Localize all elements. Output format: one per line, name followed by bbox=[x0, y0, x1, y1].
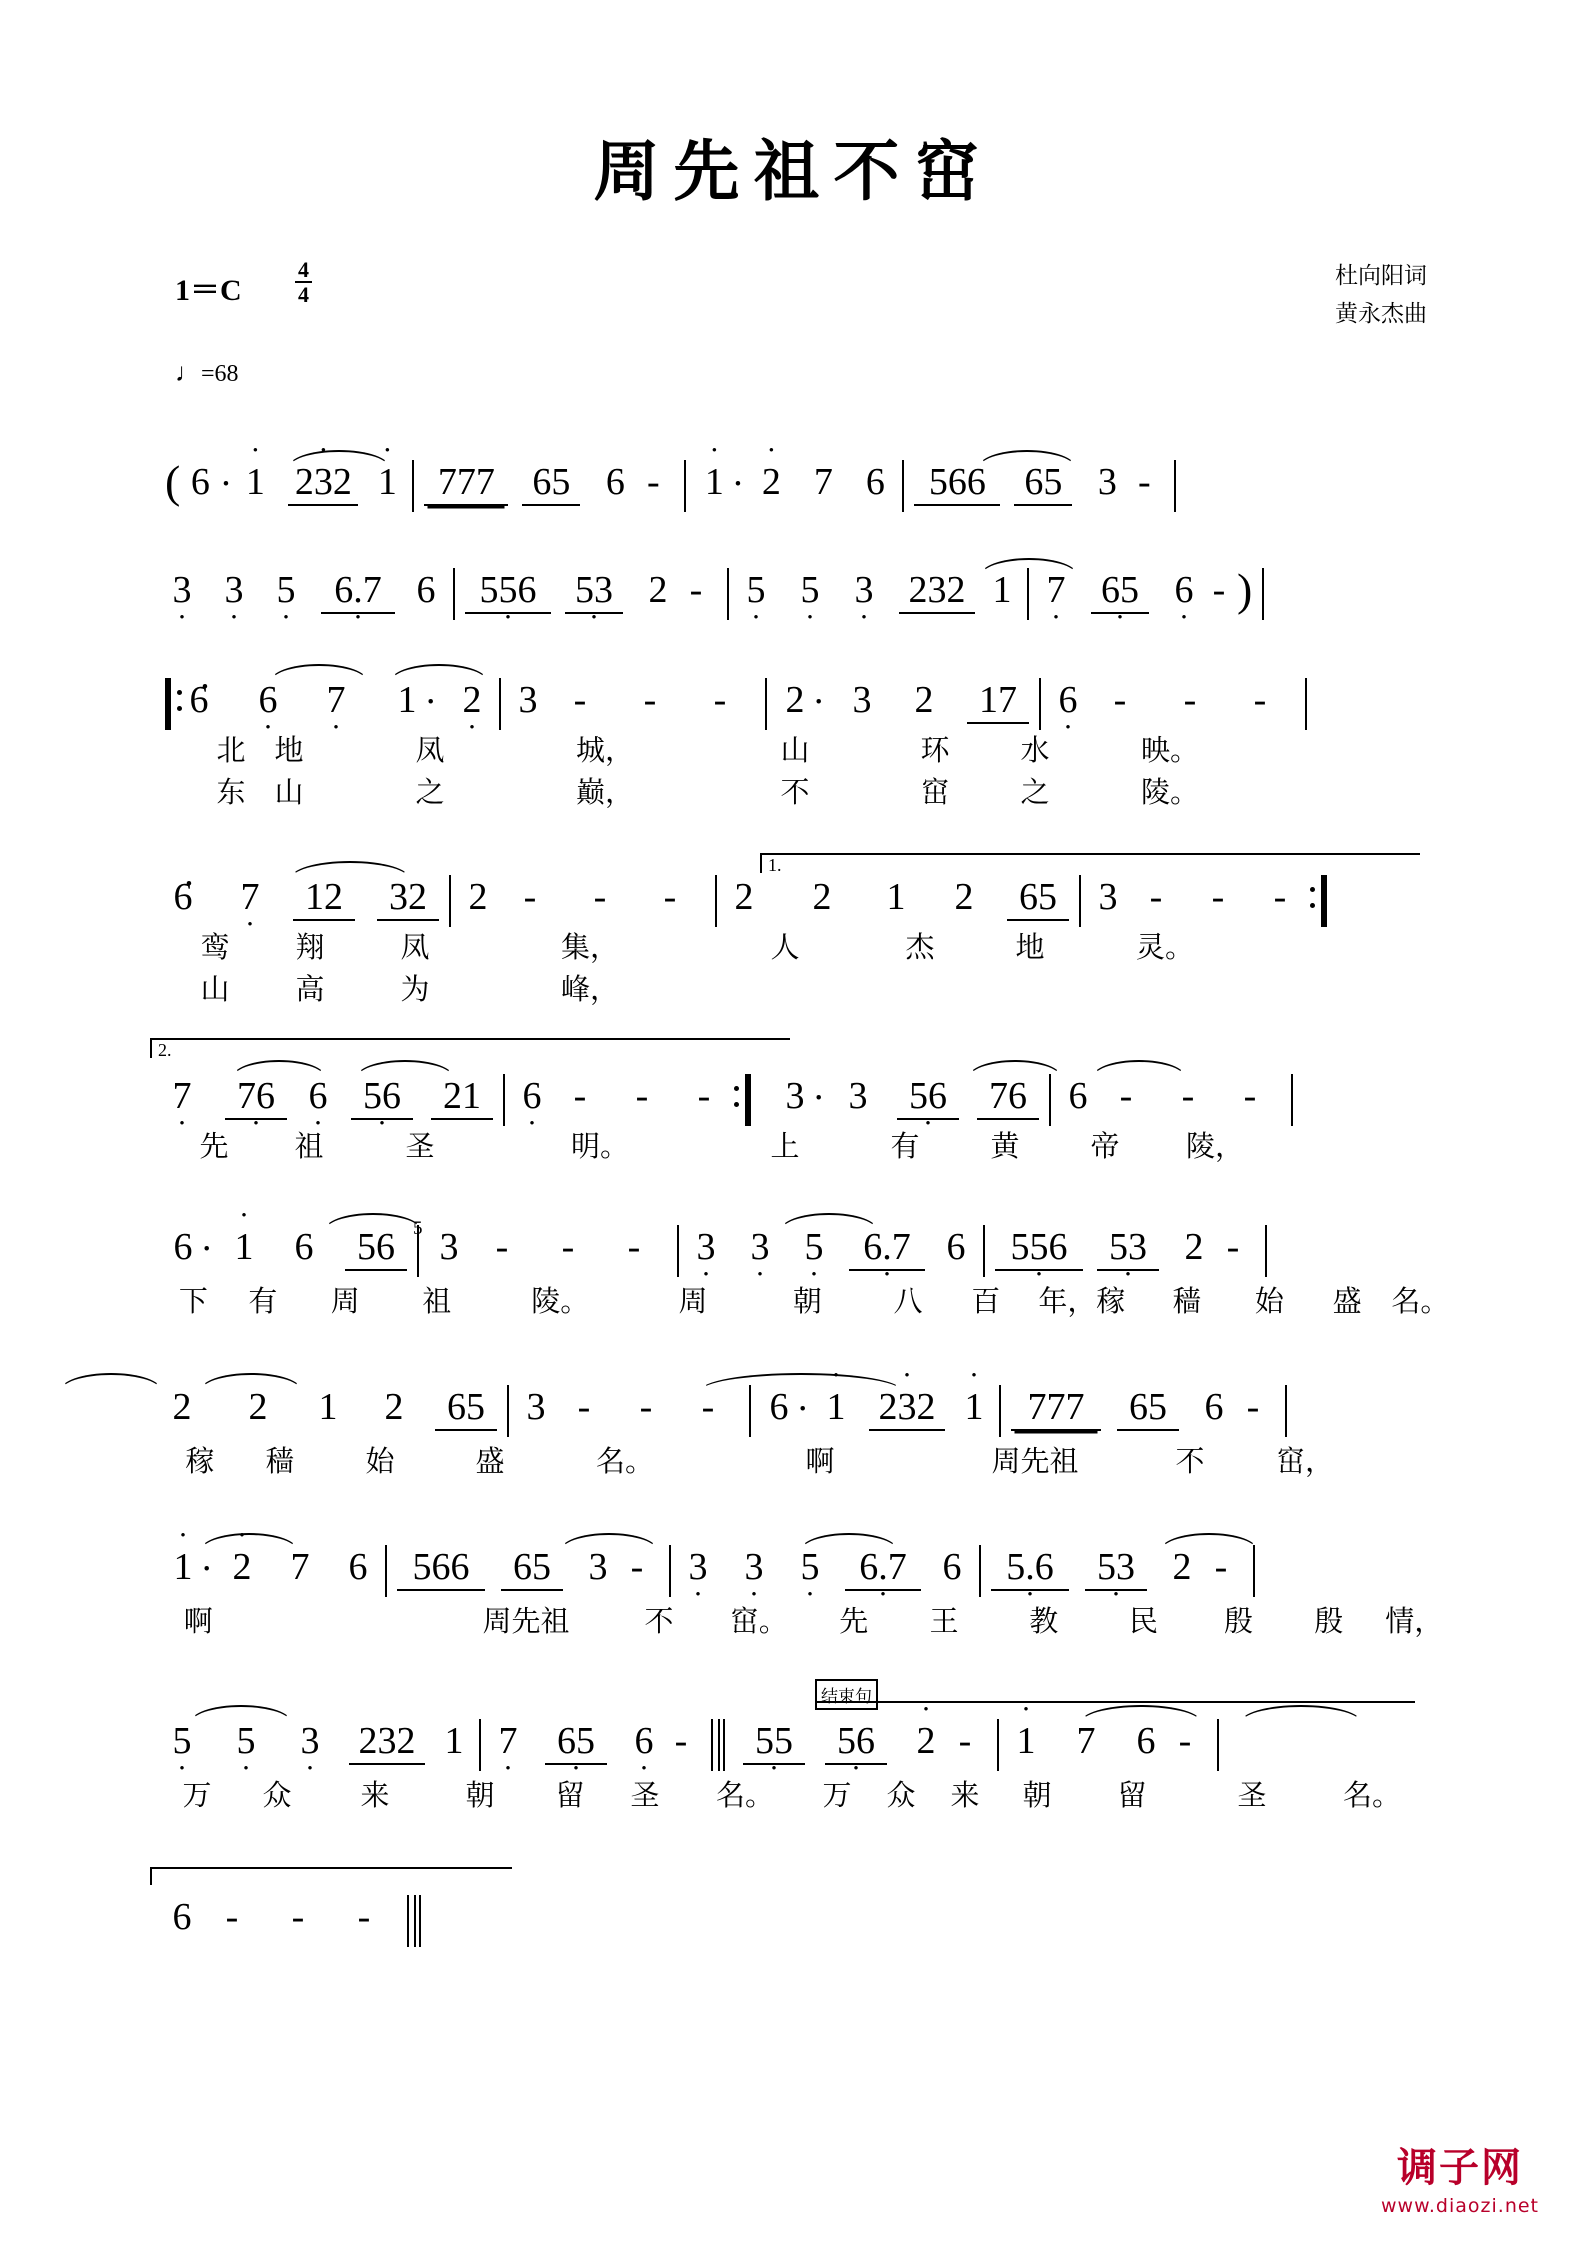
barline bbox=[1253, 1545, 1255, 1597]
hold-dash: - bbox=[1273, 876, 1287, 918]
watermark-url: www.diaozi.net bbox=[1381, 2195, 1539, 2217]
note: 6 • bbox=[627, 1719, 661, 1763]
hold-dash: - bbox=[697, 1075, 711, 1117]
key-signature: 1＝C bbox=[175, 274, 242, 307]
watermark-site-name: 调子网 bbox=[1397, 2145, 1523, 2191]
note: 2 bbox=[812, 876, 832, 918]
note: 6 · bbox=[165, 875, 201, 919]
note: • 1 bbox=[1009, 1719, 1043, 1763]
note: 2 bbox=[468, 876, 488, 918]
barline bbox=[1285, 1385, 1287, 1437]
note: • 1 bbox=[238, 460, 272, 504]
lyrics-row: 先 祖 圣 明。 上 有 黄 帝 陵， bbox=[199, 1128, 1244, 1163]
intro-close-paren: ) bbox=[1237, 564, 1253, 615]
slur bbox=[356, 1060, 454, 1078]
slur bbox=[978, 450, 1076, 468]
note: 5 • bbox=[793, 568, 827, 612]
note: 2 bbox=[734, 876, 754, 918]
time-signature-denominator: 4 bbox=[298, 282, 309, 308]
note-group: • 232 bbox=[288, 460, 358, 506]
note: 7 • bbox=[491, 1719, 525, 1763]
credits bbox=[1335, 258, 1427, 334]
lyrics-row: 万 众 来 朝 留 圣 名。 万 众 来 朝 留 圣 名。 bbox=[182, 1777, 1401, 1812]
note: 3 • bbox=[165, 568, 199, 612]
barline bbox=[999, 1385, 1001, 1437]
note: 6 • bbox=[1167, 568, 1201, 612]
grace-note: 5 bbox=[413, 1218, 423, 1239]
hold-dash: - bbox=[635, 1075, 649, 1117]
note: 3 bbox=[848, 1075, 868, 1117]
hold-dash: - bbox=[647, 461, 660, 503]
note: • 1 · bbox=[696, 460, 732, 504]
note-group: 21 bbox=[431, 1074, 493, 1120]
note-group: 55 • bbox=[743, 1719, 805, 1765]
slur bbox=[1160, 1533, 1258, 1551]
barline bbox=[1049, 1074, 1051, 1126]
tempo-value: =68 bbox=[201, 361, 239, 387]
barline bbox=[684, 460, 686, 512]
barline bbox=[1079, 875, 1081, 927]
hold-dash: - bbox=[523, 876, 537, 918]
note: 1 bbox=[992, 569, 1012, 611]
hold-dash: - bbox=[593, 876, 607, 918]
page-title: 周先祖不窋 bbox=[593, 133, 994, 210]
lyrics-row-verse-1: 北 地 凤 城， 山 环 水 映。 bbox=[216, 732, 1199, 767]
barline bbox=[765, 678, 767, 730]
slur bbox=[1080, 1705, 1202, 1723]
slur bbox=[232, 1060, 326, 1078]
hold-dash: - bbox=[1178, 1720, 1192, 1762]
note: • 1 bbox=[227, 1225, 261, 1269]
note: 2 bbox=[172, 1386, 192, 1428]
note-group: 5.6 • bbox=[991, 1545, 1069, 1591]
note: 3 bbox=[526, 1386, 546, 1428]
note: 6 bbox=[1136, 1720, 1156, 1762]
lyrics-row-verse-2: 山 高 为 峰， bbox=[200, 971, 619, 1006]
hold-dash: - bbox=[1149, 876, 1163, 918]
slur bbox=[560, 1533, 658, 1551]
lyrics-row-verse-2: 东 山 之 巅， 不 窋 之 陵。 bbox=[216, 774, 1199, 809]
note: 2 bbox=[954, 876, 974, 918]
hold-dash: - bbox=[701, 1386, 715, 1428]
note-group: 17 bbox=[967, 678, 1029, 724]
note: 7 bbox=[290, 1546, 310, 1588]
hold-dash: - bbox=[1181, 1075, 1195, 1117]
score-line-1 bbox=[0, 456, 1587, 522]
note: 5 • bbox=[269, 568, 303, 612]
note: • 2 bbox=[909, 1719, 943, 1763]
note-group: 566 bbox=[914, 460, 1000, 506]
note-group: 65 • bbox=[545, 1719, 607, 1765]
hold-dash: - bbox=[291, 1896, 305, 1938]
notes-row bbox=[165, 1074, 1457, 1130]
note-group: 76 bbox=[977, 1074, 1039, 1120]
note: 6 bbox=[294, 1226, 314, 1268]
note-group: 6.7 • bbox=[321, 568, 395, 614]
quarter-note-icon: ♩ bbox=[175, 358, 201, 387]
note: 3 bbox=[518, 679, 538, 721]
note: 1 bbox=[318, 1386, 338, 1428]
note-group: 76 • bbox=[225, 1074, 287, 1120]
note: • 2 bbox=[754, 460, 788, 504]
notes-row bbox=[165, 875, 1457, 931]
note: 1 bbox=[886, 876, 906, 918]
note: 6 bbox=[946, 1226, 966, 1268]
barline bbox=[507, 1385, 509, 1437]
note: 3 • bbox=[681, 1545, 715, 1589]
note: 3 • bbox=[743, 1225, 777, 1269]
note: 7 bbox=[1076, 1720, 1096, 1762]
note-group: 566 bbox=[397, 1545, 485, 1591]
note-group: 777 bbox=[1011, 1385, 1101, 1431]
hold-dash: - bbox=[1138, 461, 1151, 503]
notes-row bbox=[165, 678, 1457, 734]
note-group: 65 bbox=[1007, 875, 1069, 921]
note: 6 · bbox=[181, 678, 217, 722]
note: 2 • bbox=[455, 678, 489, 722]
slur bbox=[200, 1373, 302, 1391]
hold-dash: - bbox=[573, 679, 587, 721]
slur bbox=[324, 1213, 422, 1231]
barline bbox=[669, 1545, 671, 1597]
barline bbox=[412, 460, 414, 512]
barline bbox=[1174, 460, 1176, 512]
watermark bbox=[1381, 2136, 1539, 2217]
hold-dash: - bbox=[663, 876, 677, 918]
note: 2 bbox=[248, 1386, 268, 1428]
barline bbox=[997, 1719, 999, 1771]
note: 3 • bbox=[293, 1719, 327, 1763]
slur bbox=[780, 1213, 878, 1231]
note-group: 12 bbox=[293, 875, 355, 921]
note-group: • 232 bbox=[869, 1385, 945, 1431]
lyricist: 杜向阳词 bbox=[1335, 263, 1427, 289]
slur bbox=[800, 1533, 898, 1551]
note: 2 bbox=[1184, 1226, 1204, 1268]
notes-row bbox=[165, 1719, 1457, 1775]
time-signature-numerator: 4 bbox=[295, 258, 312, 283]
volta-bracket-2: 2. bbox=[150, 1038, 790, 1058]
hold-dash: - bbox=[630, 1546, 644, 1588]
note: 3 bbox=[1098, 876, 1118, 918]
note: • 1 bbox=[819, 1385, 853, 1429]
slur bbox=[270, 664, 368, 682]
hold-dash: - bbox=[1113, 679, 1127, 721]
note: 1 bbox=[444, 1720, 464, 1762]
note: • 1 bbox=[372, 460, 402, 504]
score-line-7 bbox=[0, 1385, 1587, 1505]
note: 6 • bbox=[1051, 678, 1085, 722]
hold-dash: - bbox=[689, 569, 703, 611]
score-line-6 bbox=[0, 1218, 1587, 1345]
hold-dash: - bbox=[561, 1226, 575, 1268]
slur bbox=[200, 1533, 298, 1551]
note: 3 5 bbox=[413, 1218, 459, 1268]
note: 7 • bbox=[1039, 568, 1073, 612]
note-group: 556 • bbox=[465, 568, 551, 614]
note: 6 • bbox=[301, 1074, 335, 1118]
note: • 1 bbox=[959, 1385, 989, 1429]
hold-dash: - bbox=[1246, 1386, 1260, 1428]
note: 3 • bbox=[217, 568, 251, 612]
barline bbox=[715, 875, 717, 927]
slur bbox=[1092, 1060, 1186, 1078]
score-line-2 bbox=[0, 564, 1587, 630]
score-line-4 bbox=[0, 855, 1587, 1025]
note: 5 • bbox=[797, 1225, 831, 1269]
hold-dash: - bbox=[627, 1226, 641, 1268]
note: 2 · bbox=[777, 678, 813, 722]
time-signature bbox=[295, 258, 312, 306]
note-group: 56 • bbox=[351, 1074, 413, 1120]
note: • 2 bbox=[225, 1545, 259, 1589]
note: 7 • bbox=[319, 678, 353, 722]
hold-dash: - bbox=[577, 1386, 591, 1428]
slur bbox=[980, 558, 1078, 576]
barline bbox=[499, 678, 501, 730]
note-group: 232 bbox=[349, 1719, 425, 1765]
slur bbox=[1240, 1705, 1362, 1723]
note: 6 bbox=[942, 1546, 962, 1588]
hold-dash: - bbox=[1119, 1075, 1133, 1117]
note: 5 • bbox=[793, 1545, 827, 1589]
note: 7 bbox=[813, 461, 833, 503]
final-barline bbox=[407, 1895, 409, 1947]
note: 3 bbox=[588, 1546, 608, 1588]
note: 6 bbox=[605, 461, 625, 503]
note: 6 bbox=[172, 1896, 192, 1938]
note: 2 bbox=[648, 569, 668, 611]
note-group: 32 bbox=[377, 875, 439, 921]
note-group: 56 • bbox=[825, 1719, 887, 1765]
note-group: 65 bbox=[522, 460, 580, 506]
tempo-marking bbox=[175, 358, 239, 388]
lyrics-row: 下 有 周 祖 陵。 周 朝 八 百 年，稼 穑 始 盛 名。 bbox=[178, 1283, 1450, 1318]
note: 6 bbox=[416, 569, 436, 611]
score-line-3 bbox=[0, 678, 1587, 828]
note-group: 6.7 • bbox=[849, 1225, 925, 1271]
score-line-8 bbox=[0, 1545, 1587, 1665]
note: 2 bbox=[1172, 1546, 1192, 1588]
barline bbox=[983, 1225, 985, 1277]
note-group: 65 bbox=[435, 1385, 497, 1431]
note: 3 bbox=[852, 679, 872, 721]
barline bbox=[749, 1385, 751, 1437]
note: 3 • bbox=[847, 568, 881, 612]
barline bbox=[1262, 568, 1264, 620]
note: 6 · bbox=[165, 1225, 201, 1269]
note: 1 · bbox=[389, 678, 425, 722]
score-line-10 bbox=[0, 1865, 1587, 1955]
slur bbox=[60, 1373, 162, 1391]
barline bbox=[385, 1545, 387, 1597]
barline bbox=[902, 460, 904, 512]
note-group: 65 bbox=[501, 1545, 563, 1591]
note: 6 • bbox=[515, 1074, 549, 1118]
hold-dash: - bbox=[573, 1075, 587, 1117]
hold-dash: - bbox=[495, 1226, 509, 1268]
barline bbox=[1291, 1074, 1293, 1126]
note-group: 53 • bbox=[1085, 1545, 1147, 1591]
hold-dash: - bbox=[1212, 569, 1226, 611]
note: 6 bbox=[1204, 1386, 1224, 1428]
repeat-start-barline bbox=[165, 678, 181, 730]
intro-open-paren: ( bbox=[165, 456, 181, 507]
note: 3 • bbox=[689, 1225, 723, 1269]
note-group: 53 • bbox=[565, 568, 623, 614]
note: 6 · bbox=[761, 1385, 797, 1429]
barline bbox=[503, 1074, 505, 1126]
note: 3 bbox=[1097, 461, 1117, 503]
note-group: 56 • bbox=[897, 1074, 959, 1120]
note: 3 • bbox=[737, 1545, 771, 1589]
score-line-5 bbox=[0, 1040, 1587, 1180]
hold-dash: - bbox=[674, 1720, 688, 1762]
barline bbox=[1039, 678, 1041, 730]
note: 6 bbox=[348, 1546, 368, 1588]
barline bbox=[979, 1545, 981, 1597]
score-line-9 bbox=[0, 1687, 1587, 1835]
hold-dash: - bbox=[1214, 1546, 1228, 1588]
note: 6 bbox=[865, 461, 885, 503]
barline bbox=[1305, 678, 1307, 730]
slur bbox=[390, 664, 488, 682]
ending-phrase-label: 结束句 bbox=[815, 1679, 878, 1710]
hold-dash: - bbox=[639, 1386, 653, 1428]
note: 6 bbox=[1068, 1075, 1088, 1117]
hold-dash: - bbox=[958, 1720, 972, 1762]
hold-dash: - bbox=[1226, 1226, 1240, 1268]
note: 2 bbox=[914, 679, 934, 721]
barline bbox=[727, 568, 729, 620]
slur bbox=[290, 861, 410, 879]
note-group: 6.7 • bbox=[845, 1545, 921, 1591]
hold-dash: - bbox=[1243, 1075, 1257, 1117]
note-group: 232 bbox=[899, 568, 975, 614]
note-group: 53 • bbox=[1097, 1225, 1159, 1271]
hold-dash: - bbox=[1253, 679, 1267, 721]
barline bbox=[479, 1719, 481, 1771]
double-barline bbox=[711, 1719, 713, 1771]
note-group: 65 bbox=[1014, 460, 1072, 506]
repeat-end-barline bbox=[735, 1074, 751, 1126]
notes-row bbox=[165, 1545, 1457, 1601]
notes-row bbox=[165, 456, 1457, 516]
slur bbox=[190, 1705, 292, 1723]
note-group: 777 bbox=[424, 460, 508, 506]
hold-dash: - bbox=[1183, 679, 1197, 721]
volta-bracket-1: 1. bbox=[760, 853, 1420, 873]
note: 6 · bbox=[180, 460, 220, 504]
note-group: 56 bbox=[345, 1225, 407, 1271]
note-group: 556 • bbox=[995, 1225, 1083, 1271]
notes-row bbox=[165, 1385, 1457, 1441]
barline bbox=[1265, 1225, 1267, 1277]
notes-row bbox=[165, 1895, 1457, 1951]
note-group: 65 • bbox=[1091, 568, 1149, 614]
repeat-end-barline bbox=[1311, 875, 1327, 927]
barline bbox=[1217, 1719, 1219, 1771]
ending-bracket-continuation bbox=[150, 1867, 512, 1885]
note: 7 • bbox=[165, 1074, 199, 1118]
lyrics-row: 稼 穑 始 盛 名。 啊 周先祖 不 窋， bbox=[185, 1443, 1334, 1478]
notes-row bbox=[165, 1218, 1457, 1281]
ending-bracket bbox=[815, 1701, 1415, 1703]
composer: 黄永杰曲 bbox=[1335, 300, 1427, 327]
lyrics-row-verse-1: 鸾 翔 凤 集， 人 杰 地 灵。 bbox=[200, 929, 1194, 964]
note: 7 • bbox=[233, 875, 267, 919]
hold-dash: - bbox=[357, 1896, 371, 1938]
note: 5 • bbox=[739, 568, 773, 612]
lyrics-row: 啊 周先祖 不 窋。 先 王 教 民 殷 殷 情， bbox=[183, 1603, 1444, 1638]
hold-dash: - bbox=[225, 1896, 239, 1938]
barline bbox=[453, 568, 455, 620]
hold-dash: - bbox=[643, 679, 657, 721]
hold-dash: - bbox=[713, 679, 727, 721]
notes-row bbox=[165, 564, 1457, 624]
note-group: 65 bbox=[1117, 1385, 1179, 1431]
barline bbox=[449, 875, 451, 927]
note: 3 · bbox=[777, 1074, 813, 1118]
note: 5 • bbox=[229, 1719, 263, 1763]
barline bbox=[677, 1225, 679, 1277]
note: 5 • bbox=[165, 1719, 199, 1763]
hold-dash: - bbox=[1211, 876, 1225, 918]
note: 2 bbox=[384, 1386, 404, 1428]
slur bbox=[968, 1060, 1062, 1078]
note: • 1 · bbox=[165, 1545, 201, 1589]
note: 6 • bbox=[251, 678, 285, 722]
